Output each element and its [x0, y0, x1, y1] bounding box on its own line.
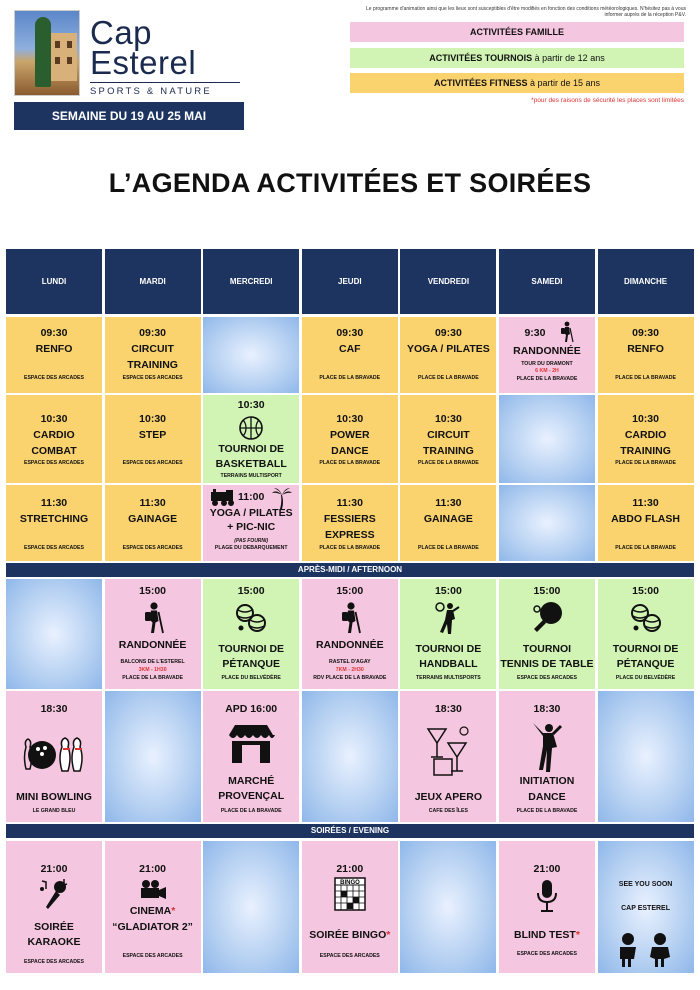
activity-place: ESPACE DES ARCADES	[24, 958, 84, 965]
morning-row-3	[6, 485, 694, 563]
activity-place: PLACE DE LA BRAVADE	[615, 459, 676, 466]
afternoon-row-1	[6, 579, 694, 691]
activity-place: PLACE DE LA BRAVADE	[122, 675, 183, 681]
activity-time: 10:30	[434, 412, 462, 425]
see-you-soon-text: SEE YOU SOON	[618, 880, 673, 888]
activity-time: 15:00	[237, 585, 265, 597]
activity-place: PLACE DE LA BRAVADE	[516, 375, 578, 382]
hiker-icon	[142, 601, 166, 635]
activity-cell	[6, 841, 102, 973]
activity-name: MINI BOWLING	[16, 791, 92, 803]
legend-fitness: ACTIVITÉES FITNESS à partir de 15 ans	[350, 73, 684, 93]
activity-time: 21:00	[40, 862, 68, 875]
activity-place: PLACE DE LA BRAVADE	[516, 808, 578, 814]
activity-name: CIRCUIT	[131, 342, 174, 355]
activity-name: EXPRESS	[324, 528, 375, 541]
activity-name: MARCHÉ	[228, 775, 275, 787]
activity-name: POWER	[329, 428, 370, 441]
activity-subtitle: BALCONS DE L'ESTEREL	[120, 659, 185, 665]
activity-cell	[203, 579, 299, 689]
activity-time: 11:30	[40, 496, 68, 509]
closing-cell	[598, 841, 694, 973]
activity-cell	[400, 395, 496, 483]
activity-name: ABDO FLASH	[611, 512, 680, 525]
activity-subtitle: RASTEL D'AGAY	[328, 659, 371, 665]
activity-name: DANCE	[331, 444, 369, 457]
brand-name: Cap Esterel	[90, 14, 197, 81]
activity-cell	[105, 317, 201, 393]
ping-pong-icon	[531, 601, 563, 633]
activity-time: 18:30	[434, 703, 462, 715]
activity-name: COMBAT	[31, 444, 77, 457]
bowling-icon	[18, 729, 90, 773]
activity-place: PLACE DE LA BRAVADE	[615, 374, 676, 381]
brand-logo	[14, 10, 239, 98]
activity-name: TOURNOI DE	[612, 643, 679, 655]
activity-place: PLACE DE LA BRAVADE	[418, 544, 479, 551]
conditions-note: Le programme d'animation ainsi que les lieux sont susceptibles d'être modifiés en fonction des conditions météorologiques. N'hésitez pas à vous informer auprès de la réception P&V.	[366, 6, 686, 18]
activity-cell	[203, 395, 299, 483]
activity-name: TRAINING	[423, 444, 474, 457]
activity-time: 15:00	[632, 585, 659, 597]
activity-name: PÉTANQUE	[616, 658, 675, 670]
empty-cell	[598, 691, 694, 822]
activity-name: FESSIERS	[323, 512, 376, 525]
activity-time: 09:30	[632, 326, 659, 339]
activity-cell	[598, 485, 694, 561]
activity-place: PLACE DU BELVÉDÈRE	[615, 675, 676, 681]
movie-camera-icon	[139, 879, 167, 901]
activity-time: 15:00	[434, 585, 462, 597]
activity-name: KARAOKE	[27, 935, 81, 948]
empty-cell	[302, 691, 398, 822]
activity-name: CAF	[338, 342, 361, 355]
empty-cell	[499, 485, 595, 561]
kids-icon	[616, 931, 676, 967]
activity-place: ESPACE DES ARCADES	[122, 952, 183, 959]
activity-name: PÉTANQUE	[222, 658, 280, 670]
activity-note: (PAS FOURNI)	[234, 537, 269, 544]
activity-name: RANDONNÉE	[118, 639, 187, 651]
activity-cell	[499, 579, 595, 689]
section-divider-afternoon: APRÈS-MIDI / AFTERNOON	[6, 563, 694, 577]
activity-name: DANCE	[528, 791, 566, 803]
activity-cell	[203, 485, 299, 561]
dancer-icon	[529, 721, 565, 773]
activity-place: PLACE DU BELVÉDÈRE	[221, 675, 281, 681]
microphone-icon	[535, 879, 559, 913]
activity-place: PLACE DE LA BRAVADE	[319, 374, 381, 381]
section-divider-evening: SOIRÉES / EVENING	[6, 824, 694, 838]
activity-place: PLACE DE LA BRAVADE	[220, 808, 282, 814]
activity-place: PLACE DE LA BRAVADE	[319, 459, 381, 466]
activity-name: GAINAGE	[128, 512, 178, 525]
activity-cell	[302, 579, 398, 689]
activity-place: LE GRAND BLEU	[32, 808, 76, 814]
activity-cell	[598, 395, 694, 483]
handball-icon	[434, 601, 462, 635]
activity-cell	[302, 317, 398, 393]
activity-name: CARDIO	[624, 428, 667, 441]
activity-place: ESPACE DES ARCADES	[24, 544, 84, 551]
activity-cell	[499, 841, 595, 973]
activity-name: RENFO	[627, 342, 664, 355]
activity-place: TERRAINS MULTISPORTS	[416, 675, 481, 681]
activity-time: 11:30	[139, 496, 166, 509]
activity-time: 15:00	[139, 585, 167, 597]
activity-name: HANDBALL	[419, 658, 478, 670]
activity-time: 21:00	[139, 862, 167, 875]
activity-name: BLIND TEST*	[514, 928, 580, 941]
week-banner: SEMAINE DU 19 AU 25 MAI	[14, 102, 244, 130]
page-title: L’AGENDA ACTIVITÉES ET SOIRÉES	[108, 168, 592, 198]
day-header: DIMANCHE	[598, 249, 694, 314]
activity-time: 09:30	[434, 326, 462, 339]
activity-name: YOGA / PILATES	[209, 506, 293, 519]
activity-cell	[105, 395, 201, 483]
activity-name: TENNIS DE TABLE	[500, 658, 594, 670]
activity-time: 09:30	[139, 326, 167, 339]
activity-cell	[105, 841, 201, 973]
activity-place: PLACE DE LA BRAVADE	[615, 544, 676, 551]
activity-time: 11:30	[435, 496, 462, 509]
afternoon-row-2	[6, 691, 694, 824]
bingo-card-icon	[334, 877, 366, 911]
activity-name: GAINAGE	[423, 512, 473, 525]
activity-place: PLACE DE LA BRAVADE	[418, 459, 479, 466]
activity-name: INITIATION	[519, 775, 575, 787]
activity-time: APD 16:00	[225, 703, 278, 715]
cocktail-icon	[426, 723, 470, 779]
brand-tagline: SPORTS & NATURE	[90, 82, 240, 97]
activity-name: + PIC-NIC	[227, 520, 276, 533]
activity-cell	[302, 395, 398, 483]
activity-name: BASKETBALL	[215, 457, 287, 470]
empty-cell	[203, 841, 299, 973]
microphone-icon	[40, 877, 68, 913]
legend-famille: ACTIVITÉES FAMILLE	[350, 22, 684, 42]
bingo-card-label: BINGO	[339, 879, 360, 886]
activity-name: “GLADIATOR 2”	[112, 920, 193, 933]
activity-cell	[302, 485, 398, 561]
activity-cell	[105, 485, 201, 561]
empty-cell	[6, 579, 102, 689]
activity-place: PLACE DE LA BRAVADE	[418, 374, 479, 381]
activity-cell	[598, 317, 694, 393]
day-header: JEUDI	[302, 249, 398, 314]
activity-place: ESPACE DES ARCADES	[24, 459, 84, 466]
activity-place: TERRAINS MULTISPORT	[220, 472, 282, 479]
activity-time: 10:30	[237, 398, 265, 411]
activity-name: CINEMA*	[129, 904, 176, 917]
activity-name: JEUX APERO	[414, 791, 483, 803]
activity-time: 21:00	[533, 862, 561, 875]
activity-cell	[400, 691, 496, 822]
activity-place: RDV PLACE DE LA BRAVADE	[313, 675, 387, 681]
activity-cell	[105, 579, 201, 689]
activity-cell	[6, 317, 102, 393]
activity-place: ESPACE DES ARCADES	[24, 374, 84, 381]
activity-name: TRAINING	[127, 358, 178, 371]
morning-row-1	[6, 317, 694, 395]
activity-time: 11:30	[336, 496, 363, 509]
activity-name: CARDIO	[33, 428, 75, 441]
activity-place: ESPACE DES ARCADES	[122, 374, 183, 381]
empty-cell	[105, 691, 201, 822]
activity-name: YOGA / PILATES	[406, 342, 490, 355]
activity-place: ESPACE DES ARCADES	[122, 544, 183, 551]
cap-esterel-text: CAP ESTEREL	[621, 904, 670, 912]
activity-subtitle: TOUR DU DRAMONT	[521, 360, 573, 367]
activity-place: ESPACE DES ARCADES	[516, 950, 577, 957]
activity-name: STRETCHING	[19, 512, 89, 525]
activity-place: PLAGE DU DEBARQUEMENT	[214, 544, 288, 551]
empty-cell	[499, 395, 595, 483]
hiker-icon	[339, 601, 363, 635]
day-header: LUNDI	[6, 249, 102, 314]
activity-cell	[400, 485, 496, 561]
day-header: SAMEDI	[499, 249, 595, 314]
activity-name: RANDONNÉE	[513, 344, 581, 357]
activity-cell	[203, 691, 299, 822]
activity-name: PROVENÇAL	[218, 790, 285, 802]
activity-time: 10:30	[139, 412, 167, 425]
activity-time: 10:30	[632, 412, 659, 425]
activity-place: ESPACE DES ARCADES	[319, 952, 380, 959]
activity-time: 18:30	[40, 703, 68, 715]
activity-name: TRAINING	[620, 444, 671, 457]
activity-cell	[499, 317, 595, 393]
activity-cell	[499, 691, 595, 822]
activity-time: 9:30	[524, 326, 546, 339]
activity-place: ESPACE DES ARCADES	[122, 459, 183, 466]
activity-time: 10:30	[336, 412, 364, 425]
activity-name: TOURNOI DE	[218, 442, 285, 455]
activity-cell	[6, 691, 102, 822]
empty-cell	[400, 841, 496, 973]
activity-time: 09:30	[40, 326, 68, 339]
activity-name: TOURNOI DE	[415, 643, 482, 655]
agenda-grid	[6, 249, 694, 975]
activity-name: TOURNOI	[522, 643, 572, 655]
activity-cell	[302, 841, 398, 973]
activity-place: ESPACE DES ARCADES	[516, 675, 577, 681]
activity-time: 18:30	[533, 703, 561, 715]
day-header: MARDI	[105, 249, 201, 314]
activity-time: 10:30	[40, 412, 68, 425]
activity-info: 7KM - 2H30	[335, 667, 364, 673]
activity-cell	[6, 485, 102, 561]
logo-image	[14, 10, 80, 96]
activity-time: 11:30	[632, 496, 659, 509]
activity-name: SOIRÉE	[34, 920, 74, 933]
activity-name: STEP	[138, 428, 167, 441]
activity-time: 15:00	[533, 585, 561, 597]
petanque-icon	[235, 603, 267, 633]
evening-row	[6, 841, 694, 975]
activity-time: 11:00	[238, 490, 265, 503]
activity-time: 15:00	[336, 585, 364, 597]
day-header: VENDREDI	[400, 249, 496, 314]
safety-note: *pour des raisons de sécurité les places sont limitées	[531, 97, 684, 104]
market-stall-icon	[227, 723, 275, 765]
activity-cell	[400, 579, 496, 689]
days-header-row	[6, 249, 694, 317]
activity-place: PLACE DE LA BRAVADE	[319, 544, 381, 551]
legend-tournois: ACTIVITÉES TOURNOIS à partir de 12 ans	[350, 48, 684, 68]
activity-name: RENFO	[35, 342, 73, 355]
activity-place: CAFE DES ÎLES	[428, 808, 468, 814]
morning-row-2	[6, 395, 694, 485]
activity-name: TOURNOI DE	[218, 643, 285, 655]
empty-cell	[203, 317, 299, 393]
activity-time: 21:00	[336, 862, 364, 875]
activity-name: RANDONNÉE	[315, 639, 384, 651]
activity-info: 3KM - 1H30	[138, 667, 167, 673]
activity-cell	[400, 317, 496, 393]
basketball-icon	[238, 415, 264, 441]
petanque-icon	[630, 603, 662, 633]
activity-cell	[598, 579, 694, 689]
activity-name: SOIRÉE BINGO*	[309, 928, 391, 941]
activity-name: CIRCUIT	[427, 428, 470, 441]
activity-cell	[6, 395, 102, 483]
day-header: MERCREDI	[203, 249, 299, 314]
activity-time: 09:30	[336, 326, 364, 339]
activity-info: 6 KM - 2H	[535, 367, 559, 374]
